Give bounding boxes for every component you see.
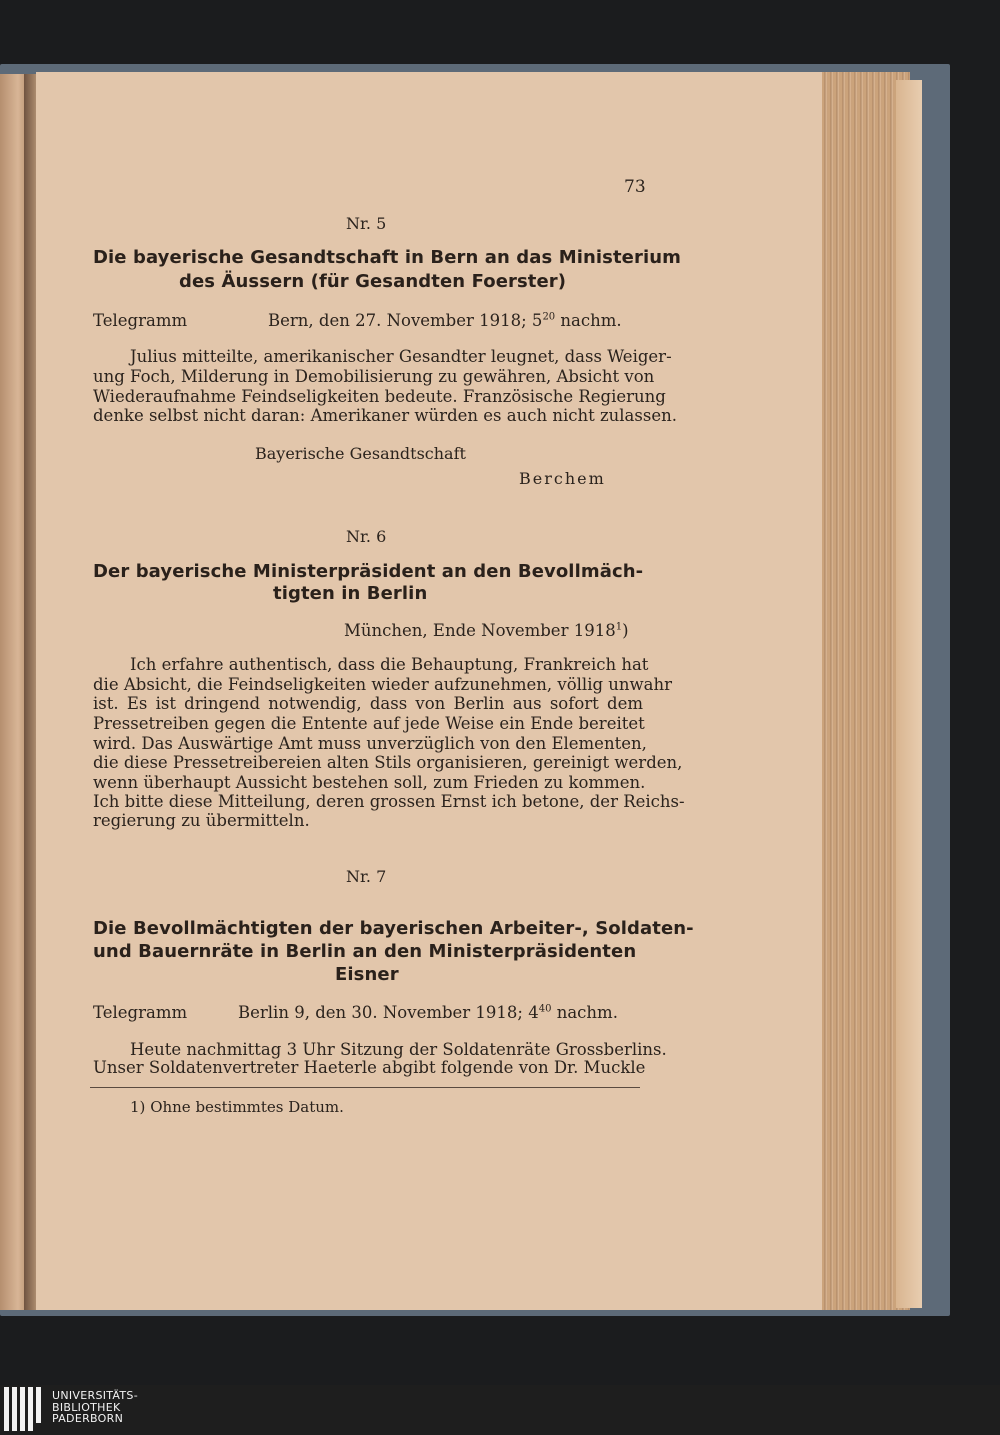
doc6-number: Nr. 6 — [346, 527, 387, 546]
library-logo-line2: BIBLIOTHEK — [52, 1400, 121, 1414]
doc6-body-line: regierung zu übermitteln. — [93, 811, 310, 830]
footnote: 1) Ohne bestimmtes Datum. — [130, 1098, 344, 1116]
doc5-signature-name: Berchem — [519, 469, 606, 488]
doc5-heading-line1: Die bayerische Gesandtschaft in Bern an das Ministerium — [93, 247, 682, 268]
doc6-heading-line1: Der bayerische Ministerpräsident an den Bevollmäch- — [93, 561, 644, 582]
doc5-body-line: ung Foch, Milderung in Demobilisierung zu gewähren, Absicht von — [93, 367, 655, 386]
footnote-rule — [90, 1087, 640, 1088]
doc7-body-line: Heute nachmittag 3 Uhr Sitzung der Soldatenräte Grossberlins. — [130, 1040, 667, 1059]
doc6-body-line: die Absicht, die Feindseligkeiten wieder aufzunehmen, völlig unwahr — [93, 675, 673, 694]
doc6-body-line: die diese Pressetreibereien alten Stils organisieren, gereinigt werden, — [93, 753, 683, 772]
doc6-body-line: wenn überhaupt Aussicht bestehen soll, zum Frieden zu kommen. — [93, 773, 646, 792]
doc5-heading-line2: des Äussern (für Gesandten Foerster) — [179, 271, 567, 292]
library-logo-line3: PADERBORN — [52, 1412, 124, 1425]
doc5-body-line: Julius mitteilte, amerikanischer Gesandter leugnet, dass Weiger- — [130, 347, 672, 366]
doc5-signature-org: Bayerische Gesandtschaft — [255, 444, 466, 463]
library-logo-icon — [4, 1387, 44, 1431]
doc7-place-date: Berlin 9, den 30. November 1918; $4^{40}$ nachm. — [238, 1003, 618, 1022]
doc6-body-line: Ich erfahre authentisch, dass die Behauptung, Frankreich hat — [130, 655, 649, 674]
doc7-heading-line3: Eisner — [335, 964, 399, 985]
doc5-body-line: denke selbst nicht daran: Amerikaner würden es auch nicht zulassen. — [93, 406, 677, 425]
doc5-number: Nr. 5 — [346, 214, 387, 233]
doc7-type: Telegramm — [93, 1003, 188, 1022]
doc6-body-line: wird. Das Auswärtige Amt muss unverzüglich von den Elementen, — [93, 734, 647, 753]
doc6-body-line: Pressetreiben gegen die Entente auf jede Weise ein Ende bereitet — [93, 714, 645, 733]
doc6-body-line: ist. Es ist dringend notwendig, dass von Berlin aus sofort dem — [93, 694, 643, 713]
doc6-heading-line2: tigten in Berlin — [273, 583, 428, 604]
page-edges-outer — [896, 80, 922, 1308]
doc7-number: Nr. 7 — [346, 867, 387, 886]
doc7-body-line: Unser Soldatenvertreter Haeterle abgibt folgende von Dr. Muckle — [93, 1058, 646, 1077]
doc5-place-date: Bern, den 27. November 1918; $5^{20}$ nachm. — [268, 311, 622, 330]
library-logo-text — [52, 1390, 138, 1425]
page-number: 73 — [624, 177, 646, 197]
doc5-body-line: Wiederaufnahme Feindseligkeiten bedeute. Französische Regierung — [93, 387, 666, 406]
doc6-body-line: Ich bitte diese Mitteilung, deren grossen Ernst ich betone, der Reichs- — [93, 792, 685, 811]
library-footer — [0, 1385, 1000, 1435]
doc5-type: Telegramm — [93, 311, 188, 330]
doc7-heading-line1: Die Bevollmächtigten der bayerischen Arbeiter-, Soldaten- — [93, 918, 694, 939]
library-logo-line1: UNIVERSITÄTS- — [52, 1389, 138, 1402]
doc6-place-date: München, Ende November 1918$^1$) — [344, 621, 629, 640]
doc7-heading-line2: und Bauernräte in Berlin an den Ministerpräsidenten — [93, 941, 637, 962]
